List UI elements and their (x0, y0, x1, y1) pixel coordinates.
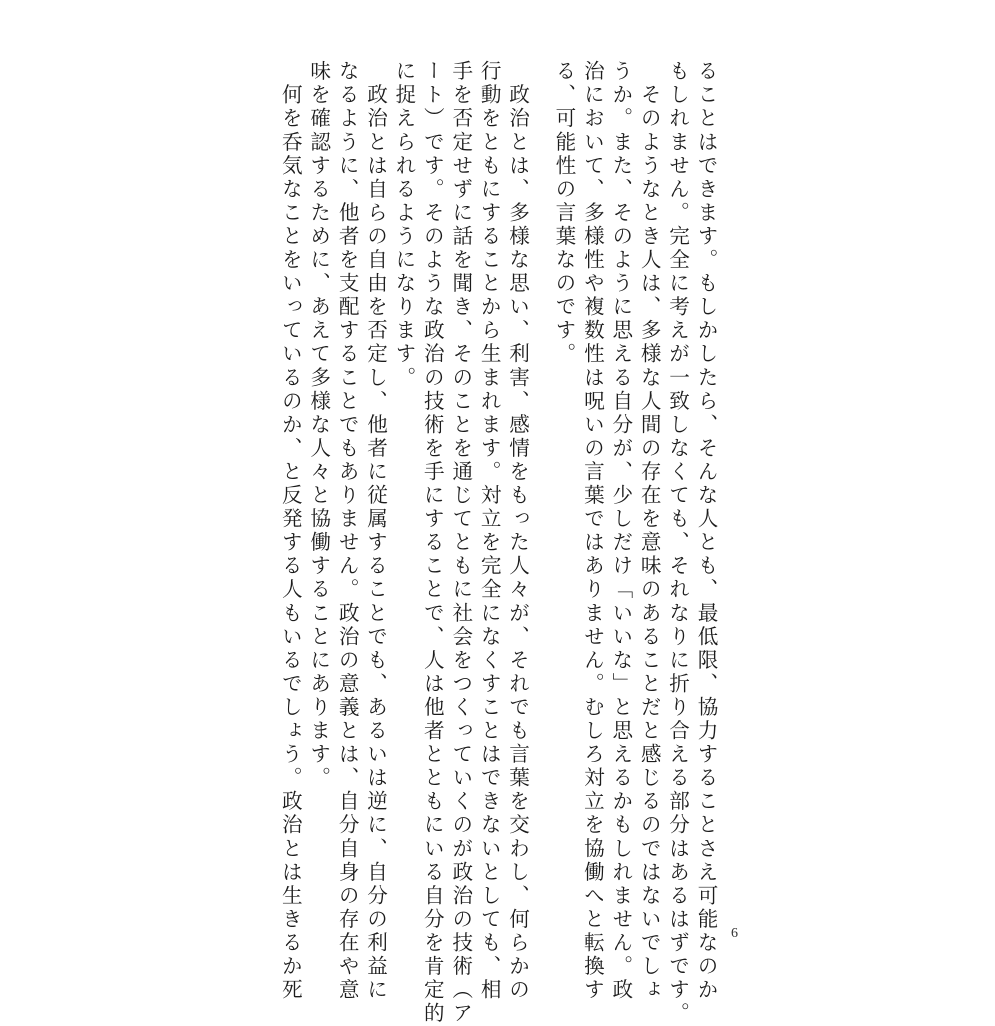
text-line: 政治とは、多様な思い、利害、感情をもった人々が、それでも言葉を交わし、何らかの (505, 60, 530, 1002)
text-line: なるように、他者を支配することでもありません。政治の意義とは、自分自身の存在や意 (335, 60, 360, 1002)
text-line: 政治とは自らの自由を否定し、他者に従属することでも、あるいは逆に、自分の利益に (363, 60, 388, 1002)
text-line: もしれません。完全に考えが一致しなくても、それなりに折り合える部分はあるはずです。 (665, 60, 690, 1026)
text-line: 行動をともにすることから生まれます。対立を完全になくすことはできないとしても、相 (477, 60, 502, 1002)
text-line: 治において、多様性や複数性は呪いの言葉ではありません。むしろ対立を協働へと転換す (580, 60, 605, 1002)
text-line: に捉えられるようになります。 (391, 60, 416, 390)
text-line: 味を確認するために、あえて多様な人々と協働することにあります。 (306, 60, 331, 791)
text-line: 何を呑気なことをいっているのか、と反発する人もいるでしょう。政治とは生きるか死 (278, 60, 303, 1002)
text-line: 手を否定せずに話を聞き、そのことを通じてともに社会をつくっていくのが政治の技術（ア (448, 60, 473, 1026)
text-line: そのようなとき人は、多様な人間の存在を意味のあることだと感じるのではないでしょ (637, 60, 662, 1002)
text-line: うか。また、そのように思える自分が、少しだけ「いいな」と思えるかもしれません。政 (608, 60, 633, 1002)
text-line: ート）です。そのような政治の技術を手にすることで、人は他者とともにいる自分を肯定的 (420, 60, 445, 1026)
page-number: 6 (731, 926, 738, 941)
text-line: る、可能性の言葉なのです。 (551, 60, 576, 367)
text-line: ることはできます。もしかしたら、そんな人とも、最低限、協力することさえ可能なのか (694, 60, 718, 1002)
body-text (276, 60, 720, 1026)
